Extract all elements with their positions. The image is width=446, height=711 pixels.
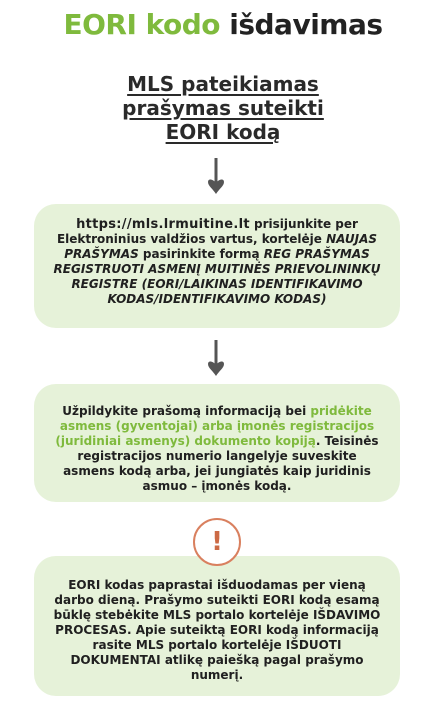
step-1-emphasis-b: REG PRAŠYMAS REGISTRUOTI ASMENĮ MUITINĖS PRIEVOLININKŲ REGISTRE (EORI/LAIKINAS IDENTIFIKAVIMO KODAS/IDENTIFIKAVIMO KODAS) <box>53 247 381 306</box>
step-3-text: EORI kodas paprastai išduodamas per vieną darbo dieną. Prašymo suteikti EORI kodą esamą būklę stebėkite MLS portalo kortelėje IŠDAVIMO PROCESAS. Apie suteiktą EORI kodą informaciją rasite MLS portalo kortelėje IŠDUOTI DOKUMENTAI atlikę paiešką pagal prašymo numerį. <box>53 578 381 682</box>
down-arrow-icon <box>206 158 226 196</box>
exclamation-icon <box>193 518 241 566</box>
step-1-text-b: pasirinkite formą <box>138 247 264 261</box>
page-title <box>0 8 446 42</box>
alert-symbol: ! <box>211 527 223 557</box>
subtitle-line-2: prašymas suteikti <box>122 96 324 120</box>
step-1-box <box>34 204 400 328</box>
step-2-highlight: pridėkite asmens (gyventojai) arba įmonės registracijos (juridiniai asmenys) dokumento kopiją <box>55 404 375 448</box>
page-title-rest: išdavimas <box>229 8 383 41</box>
step-2-text-a: Užpildykite prašomą informaciją bei <box>62 404 311 418</box>
step-1-emphasis-a: NAUJAS PRAŠYMAS <box>64 232 378 261</box>
step-2-box <box>34 384 400 502</box>
subtitle <box>0 72 446 144</box>
step-1-text-a: prisijunkite per Elektroninius valdžios vartus, kortelėje <box>56 217 358 246</box>
subtitle-line-3: EORI kodą <box>165 120 281 144</box>
page-title-accent: EORI kodo <box>63 8 220 41</box>
mls-link[interactable]: https://mls.lrmuitine.lt <box>76 217 250 232</box>
subtitle-line-1: MLS pateikiamas <box>127 72 319 96</box>
step-2-text-b: . Teisinės registracijos numerio langelyje suveskite asmens kodą arba, jei jungiatės kaip juridinis asmuo – įmonės kodą. <box>63 434 379 493</box>
step-3-box <box>34 556 400 696</box>
down-arrow-icon <box>206 340 226 378</box>
